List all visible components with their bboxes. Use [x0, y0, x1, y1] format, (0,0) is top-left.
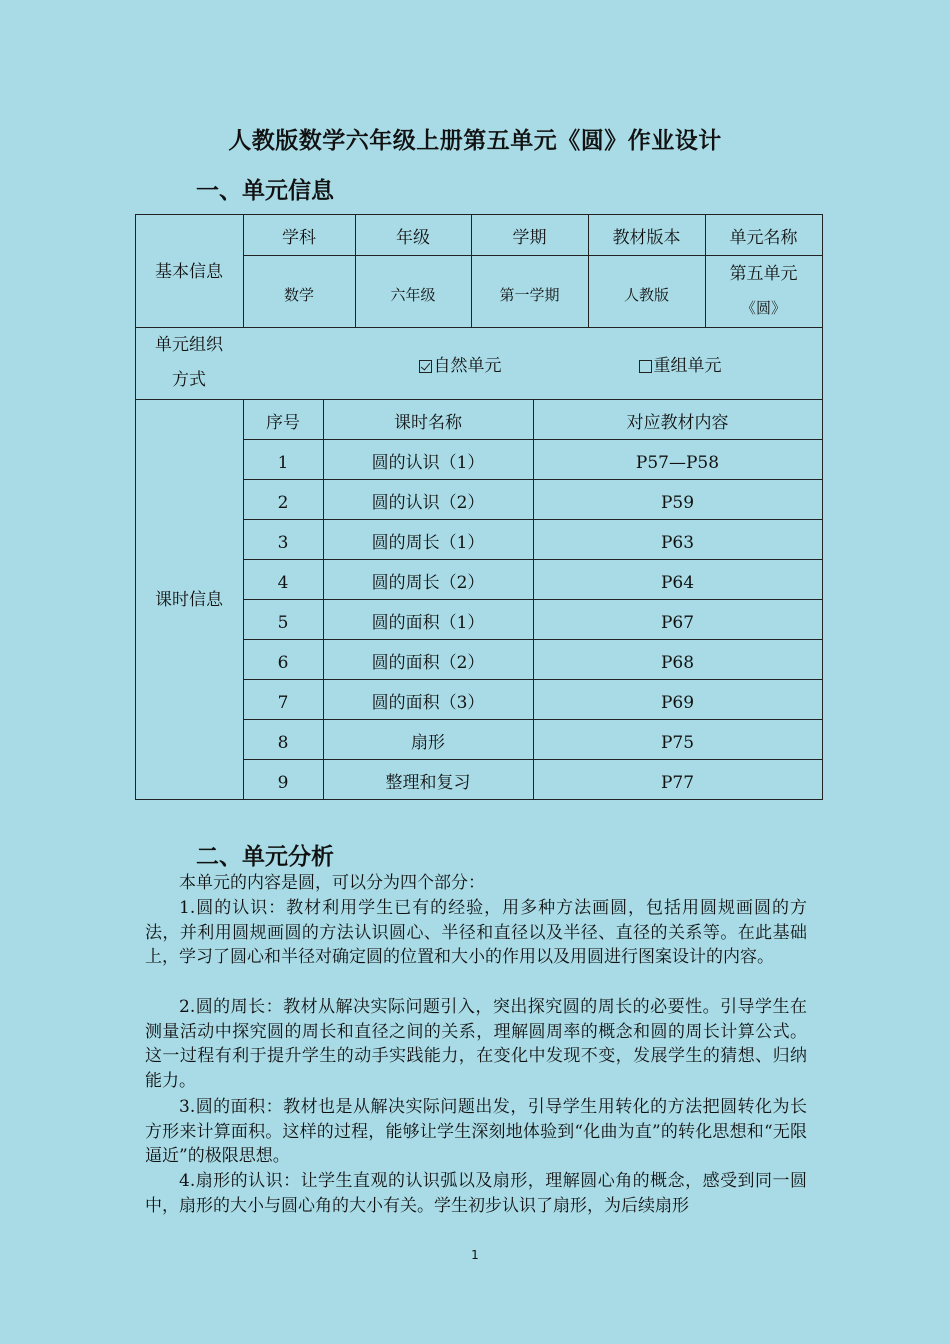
header-subject: 学科 — [282, 227, 316, 248]
lesson-content: P69 — [660, 693, 695, 713]
value-subject: 数学 — [283, 286, 314, 304]
value-semester: 第一学期 — [499, 286, 560, 304]
lessons-label: 课时信息 — [155, 589, 223, 610]
option-natural-label: 自然单元 — [433, 356, 502, 376]
lesson-number: 8 — [277, 733, 289, 753]
lesson-content: P77 — [660, 773, 695, 793]
analysis-paragraph-3: 3.圆的面积：教材也是从解决实际问题出发，引导学生用转化的方法把圆转化为长方形来计算面积。这样的过程，能够让学生深刻地体验到“化曲为直”的转化思想和“无限逼近”的极限思想。 — [145, 1097, 807, 1167]
lesson-name: 圆的周长（1） — [371, 533, 485, 553]
value-grade: 六年级 — [390, 286, 436, 304]
organization-label-line2: 方式 — [172, 370, 206, 390]
analysis-intro: 本单元的内容是圆，可以分为四个部分： — [179, 873, 485, 893]
unit-name-line1: 第五单元 — [729, 264, 798, 284]
lesson-number: 1 — [277, 453, 289, 473]
lesson-name: 圆的周长（2） — [371, 573, 485, 593]
option-regrouped-label: 重组单元 — [653, 356, 722, 376]
organization-option-natural[interactable] — [380, 347, 540, 385]
lesson-content: P67 — [660, 613, 695, 633]
header-number: 序号 — [266, 413, 300, 433]
lesson-number: 6 — [277, 653, 289, 673]
section-heading-unit-info: 一、单元信息 — [196, 178, 334, 204]
organization-label — [135, 327, 243, 399]
lesson-number: 3 — [277, 533, 289, 553]
lesson-name: 圆的面积（2） — [371, 653, 485, 673]
lesson-content: P64 — [660, 573, 695, 593]
header-lesson-name: 课时名称 — [394, 413, 462, 433]
lesson-number: 9 — [277, 773, 289, 793]
unchecked-box-icon[interactable] — [639, 360, 652, 373]
lesson-content: P75 — [660, 733, 695, 753]
value-textbook-version: 人教版 — [623, 286, 669, 304]
header-textbook-content: 对应教材内容 — [626, 413, 729, 433]
lesson-name: 整理和复习 — [385, 773, 471, 793]
header-semester: 学期 — [512, 227, 547, 248]
organization-option-regrouped[interactable] — [600, 347, 760, 385]
lesson-name: 圆的认识（1） — [371, 453, 485, 473]
basic-info-label: 基本信息 — [155, 262, 223, 282]
lesson-number: 5 — [277, 613, 289, 633]
lesson-name: 圆的面积（1） — [371, 613, 485, 633]
section-heading-unit-analysis: 二、单元分析 — [196, 844, 334, 870]
analysis-paragraph-2: 2.圆的周长：教材从解决实际问题引入，突出探究圆的周长的必要性。引导学生在测量活动中探究圆的周长和直径之间的关系，理解圆周率的概念和圆的周长计算公式。这一过程有利于提升学生的动手实践能力，在变化中发现不变，发展学生的猜想、归纳能力。 — [145, 997, 807, 1092]
organization-label-line1: 单元组织 — [155, 335, 223, 355]
header-unit-name: 单元名称 — [729, 227, 798, 248]
analysis-paragraph-1: 1.圆的认识：教材利用学生已有的经验，用多种方法画圆，包括用圆规画圆的方法，并利用圆规画圆的方法认识圆心、半径和直径以及半径、直径的关系等。在此基础上，学习了圆心和半径对确定圆的位置和大小的作用以及用圆进行图案设计的内容。 — [145, 898, 807, 968]
header-grade: 年级 — [396, 227, 430, 248]
lesson-content: P68 — [660, 653, 695, 673]
lesson-content: P57—P58 — [635, 453, 720, 473]
lesson-name: 扇形 — [411, 733, 445, 753]
lesson-number: 7 — [277, 693, 289, 713]
checked-box-icon[interactable] — [419, 360, 432, 373]
analysis-paragraph-4: 4.扇形的认识：让学生直观的认识弧以及扇形，理解圆心角的概念，感受到同一圆中，扇形的大小与圆心角的大小有关。学生初步认识了扇形，为后续扇形 — [145, 1171, 807, 1216]
lesson-content: P59 — [660, 493, 695, 513]
lesson-content: P63 — [660, 533, 695, 553]
lesson-name: 圆的认识（2） — [371, 493, 485, 513]
lesson-number: 4 — [277, 573, 289, 593]
lesson-number: 2 — [277, 493, 289, 513]
lesson-name: 圆的面积（3） — [371, 693, 485, 713]
header-textbook-version: 教材版本 — [612, 227, 681, 248]
unit-name-line2: 《圆》 — [740, 299, 786, 317]
page-number: 1 — [471, 1248, 479, 1262]
value-unit-name — [705, 255, 822, 327]
document-title: 人教版数学六年级上册第五单元《圆》作业设计 — [228, 128, 722, 154]
